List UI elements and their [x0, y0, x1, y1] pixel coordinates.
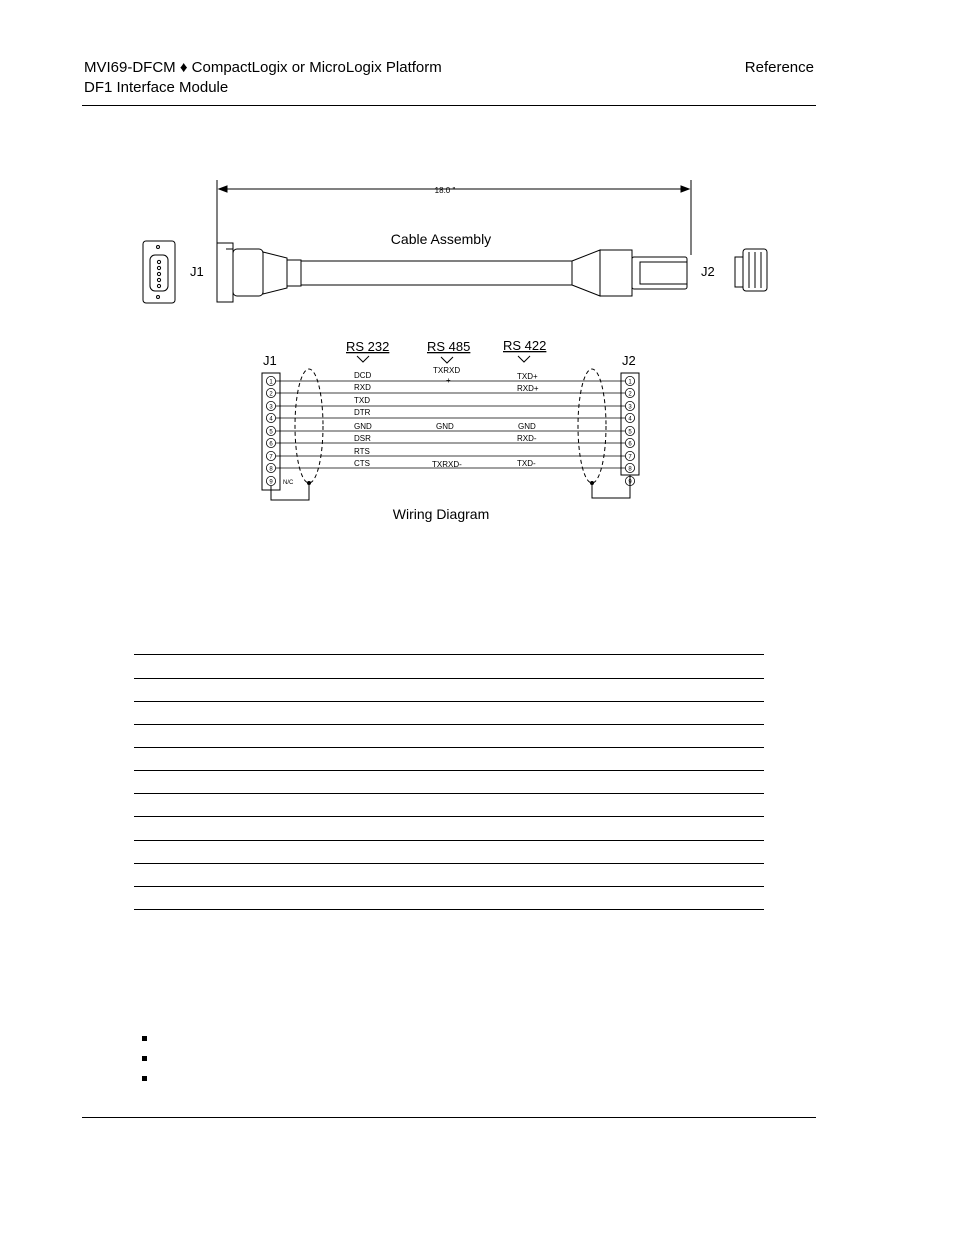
cable-shields [271, 369, 630, 500]
j1-pins [266, 376, 275, 485]
header-section-name: Reference [744, 59, 814, 76]
table-rule [134, 886, 764, 887]
nc-label: N/C [283, 480, 294, 486]
j2-pin-number: 2 [628, 391, 632, 398]
header-module-name: DF1 Interface Module [84, 79, 229, 96]
table-rule [134, 770, 764, 771]
table-rule [134, 863, 764, 864]
j1-pin-number: 2 [269, 391, 273, 398]
header-chevrons [357, 356, 530, 363]
rs232-signal-labels [354, 371, 372, 468]
table-rule [134, 840, 764, 841]
cable-assembly-title: Cable Assembly [390, 231, 492, 247]
rs422-txd-minus: TXD- [517, 459, 536, 468]
j2-pins [625, 376, 634, 485]
sig-gnd: GND [354, 422, 372, 431]
rs422-gnd: GND [518, 422, 536, 431]
j2-pin-number: 1 [628, 379, 632, 386]
table-rule [134, 747, 764, 748]
rs485-signal-labels [432, 366, 462, 469]
rs422-txd-plus: TXD+ [517, 372, 538, 381]
rs485-plus: + [446, 376, 451, 385]
table-rule [134, 678, 764, 679]
wiring-j1-label: J1 [263, 353, 277, 368]
cable-j2-label: J2 [701, 264, 715, 279]
cable-figure [0, 0, 954, 560]
sig-dtr: DTR [354, 408, 371, 417]
rs485-header: RS 485 [427, 339, 471, 354]
terminal-blocks [262, 373, 639, 490]
rs232-header: RS 232 [346, 339, 390, 354]
bullet-marker [142, 1076, 147, 1081]
sig-txd: TXD [354, 396, 370, 405]
j2-pin-number: 9 [628, 479, 632, 486]
j1-pin-number: 9 [269, 479, 273, 486]
bullet-marker [142, 1036, 147, 1041]
table-rule [134, 793, 764, 794]
table-rule [134, 654, 764, 655]
j2-pin-number: 7 [628, 454, 632, 461]
sig-rxd: RXD [354, 383, 371, 392]
rs485-txrxd-minus: TXRXD- [432, 460, 462, 469]
j1-pin-number: 3 [269, 404, 273, 411]
j2-pin-number: 8 [628, 466, 632, 473]
wiring-diagram-title: Wiring Diagram [392, 506, 490, 522]
j1-pin-number: 1 [269, 379, 273, 386]
cable-j1-label: J1 [190, 264, 204, 279]
footer-rule [82, 1117, 816, 1118]
bullet-marker [142, 1056, 147, 1061]
table-rule [134, 701, 764, 702]
j2-pin-number: 4 [628, 416, 632, 423]
wiring-j2-label: J2 [622, 353, 636, 368]
sig-dcd: DCD [354, 371, 372, 380]
rs422-signal-labels [517, 372, 539, 468]
j1-pin-number: 5 [269, 429, 273, 436]
j1-pin-number: 4 [269, 416, 273, 423]
rs422-header: RS 422 [503, 338, 547, 353]
rs485-gnd: GND [436, 422, 454, 431]
j2-pin-number: 3 [628, 404, 632, 411]
rs422-rxd-plus: RXD+ [517, 384, 539, 393]
sig-dsr: DSR [354, 434, 371, 443]
j1-pin-number: 6 [269, 441, 273, 448]
rs485-txrxd: TXRXD [433, 366, 461, 375]
sig-rts: RTS [354, 447, 370, 456]
sig-cts: CTS [354, 459, 370, 468]
rs422-rxd-minus: RXD- [517, 434, 537, 443]
table-rule [134, 724, 764, 725]
table-rule [134, 909, 764, 910]
header-product-title: MVI69-DFCM ♦ CompactLogix or MicroLogix Platform [84, 59, 442, 76]
j1-pin-number: 7 [269, 454, 273, 461]
j2-pin-number: 6 [628, 441, 632, 448]
table-rule [134, 816, 764, 817]
j2-pin-number: 5 [628, 429, 632, 436]
cable-length-dimension: 18.0 " [434, 186, 456, 195]
j1-pin-number: 8 [269, 466, 273, 473]
